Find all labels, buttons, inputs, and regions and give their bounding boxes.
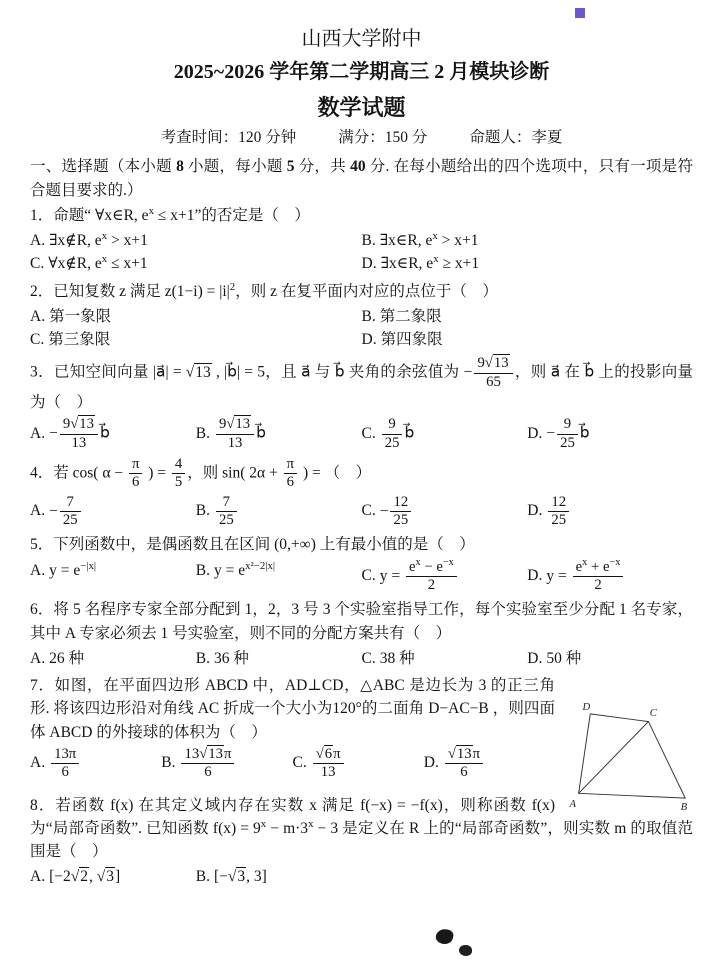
school-name: 山西大学附中 <box>301 28 422 50</box>
figure-label-D: D <box>582 702 591 714</box>
question-1-option-C: C. ∀x∉R, $e^x \le x+1$ <box>30 253 148 273</box>
question-6-option-B: B. 36 种 <box>195 649 249 667</box>
question-4-option-C: C. − $\frac{12}{25}$ <box>362 494 528 530</box>
question-4-option-A: A. − $\frac{7}{25}$ <box>30 494 196 530</box>
question-7-stem: 7．如图，在平面四边形 ABCD 中，AD⊥CD，△ABC 是边长为 3 的正三角形. 将该四边形沿对角线 AC 折成一个大小为120°的二面角 D−AC−B ，则四面体 ABCD 的外接球的体积为（ ） <box>30 677 555 741</box>
question-2-options <box>30 305 693 352</box>
question-1 <box>30 204 693 276</box>
question-1-stem: 1．命题“ ∀x∈R, $e^x \le x+1$”的否定是（ ） <box>30 204 310 224</box>
question-2-option-C: C. 第三象限 <box>30 331 111 348</box>
section1-heading: 一、选择题（本小题 8 小题，每小题 5 分，共 40 分. 在每小题给出的四个选项中，只有一项是符合题目要求的.） <box>30 158 693 199</box>
question-4-stem: 4．若 cos( α − $\frac{\pi}{6}$ ) = $\frac{4}{5}$ ，则 sin( 2α + $\frac{\pi}{6}$ ) = （ ） <box>30 455 372 491</box>
question-1-option-A: A. ∃x∉R, $e^x > x+1$ <box>30 229 148 249</box>
question-5-stem: 5．下列函数中，是偶函数且在区间 (0,+∞) 上有最小值的是（ ） <box>30 536 475 554</box>
question-3-stem: 3．已知空间向量 |a⃗| = √13 , |b⃗| = 5，且 a⃗ 与 b⃗ 夹角的余弦值为 − $\frac{9√13}{65}$ ，则 a⃗ 在 b⃗ 上的投影向量为（ ） <box>30 355 694 411</box>
question-5-option-B: B. $y = e^{x^2-2|x|}$ <box>195 559 276 579</box>
question-3-option-B: B. $\frac{9√13}{13}$ b⃗ <box>195 416 266 451</box>
exam-author: 命题人：李夏 <box>469 129 563 146</box>
question-4-option-D: D. $\frac{12}{25}$ <box>527 494 693 530</box>
question-3-option-D: D. − $\frac{9}{25}$ b⃗ <box>527 416 590 451</box>
question-2 <box>30 280 693 352</box>
question-2-option-B: B. 第二象限 <box>361 307 442 325</box>
question-6 <box>30 598 693 670</box>
question-2-stem: 2．已知复数 z 满足 $z(1-i) = |i|^2$，则 z 在复平面内对应的点位于（ ） <box>30 280 498 300</box>
question-7-option-D: D. $\frac{√13\pi}{6}$ <box>424 746 555 782</box>
exam-time: 考查时间：120 分钟 <box>160 129 297 146</box>
question-5 <box>30 533 693 594</box>
question-3 <box>30 355 693 452</box>
question-8-stem: 8．若函数 f(x) 在其定义域内存在实数 x 满足 f(−x) = −f(x)，则称函数 f(x) 为“局部奇函数”. 已知函数 $f(x) = 9^x - m\cdot 3^x - 3$ 是定义在 R 上的“局部奇函数”，则实数 m 的取值范围是（ ） <box>30 796 693 861</box>
question-1-option-D: D. ∃x∈R, $e^x \ge x+1$ <box>361 253 480 273</box>
question-6-option-A: A. 26 种 <box>30 649 84 667</box>
question-3-option-A: A. − $\frac{9√13}{13}$ b⃗ <box>30 416 110 451</box>
question-6-option-C: C. 38 种 <box>361 649 415 667</box>
question-3-options <box>30 416 693 452</box>
figure-label-A: A <box>569 798 577 810</box>
question-7-option-C: C. $\frac{√6\pi}{13}$ <box>293 746 424 782</box>
question-6-options <box>30 647 693 670</box>
ink-smudge <box>434 927 454 946</box>
full-score: 满分：150 分 <box>338 129 428 146</box>
question-5-option-A: A. $y = e^{-|x|}$ <box>30 559 97 579</box>
question-7 <box>30 674 693 813</box>
question-8-option-A: A. [−2√2, √3] <box>30 868 121 886</box>
question-6-stem: 6．将 5 名程序专家全部分配到 1，2，3 号 3 个实验室指导工作，每个实验室至少分配 1 名专家，其中 A 专家必须去 1 号实验室，则不同的分配方案共有（ ） <box>30 601 693 642</box>
question-5-option-C: C. y = $\frac{e^x - e^{-x}}{2}$ <box>362 559 528 595</box>
question-list <box>30 204 693 889</box>
question-6-option-D: D. 50 种 <box>527 649 582 667</box>
question-8-options <box>30 865 693 888</box>
figure-label-B: B <box>680 801 688 813</box>
question7-tetrahedron-figure <box>567 700 693 812</box>
ink-smudge <box>459 945 472 956</box>
figure-label-C: C <box>649 707 657 719</box>
question-7-option-B: B. $\frac{13√13\pi}{6}$ <box>161 746 292 782</box>
question-1-option-B: B. ∃x∈R, $e^x > x+1$ <box>361 229 479 249</box>
question-4-option-B: B. $\frac{7}{25}$ <box>196 494 362 530</box>
exam-title: 数学试题 <box>317 95 406 120</box>
exam-subtitle: 2025~2026 学年第二学期高三 2 月模块诊断 <box>173 61 550 83</box>
question-7-option-A: A. $\frac{13\pi}{6}$ <box>30 746 161 782</box>
question-3-option-C: C. $\frac{9}{25}$ b⃗ <box>361 416 415 451</box>
question-4-options <box>30 494 693 530</box>
question-1-options <box>30 229 693 276</box>
question-5-option-D: D. y = $\frac{e^x + e^{-x}}{2}$ <box>527 559 693 595</box>
question-8-option-B: B. [−√3, 3] <box>195 868 267 886</box>
question-2-option-A: A. 第一象限 <box>30 307 112 325</box>
question-2-option-D: D. 第四象限 <box>361 331 443 348</box>
question-7-options <box>30 746 555 782</box>
question-4 <box>30 456 693 529</box>
question-5-options <box>30 556 693 595</box>
exam-info-line <box>30 126 693 149</box>
